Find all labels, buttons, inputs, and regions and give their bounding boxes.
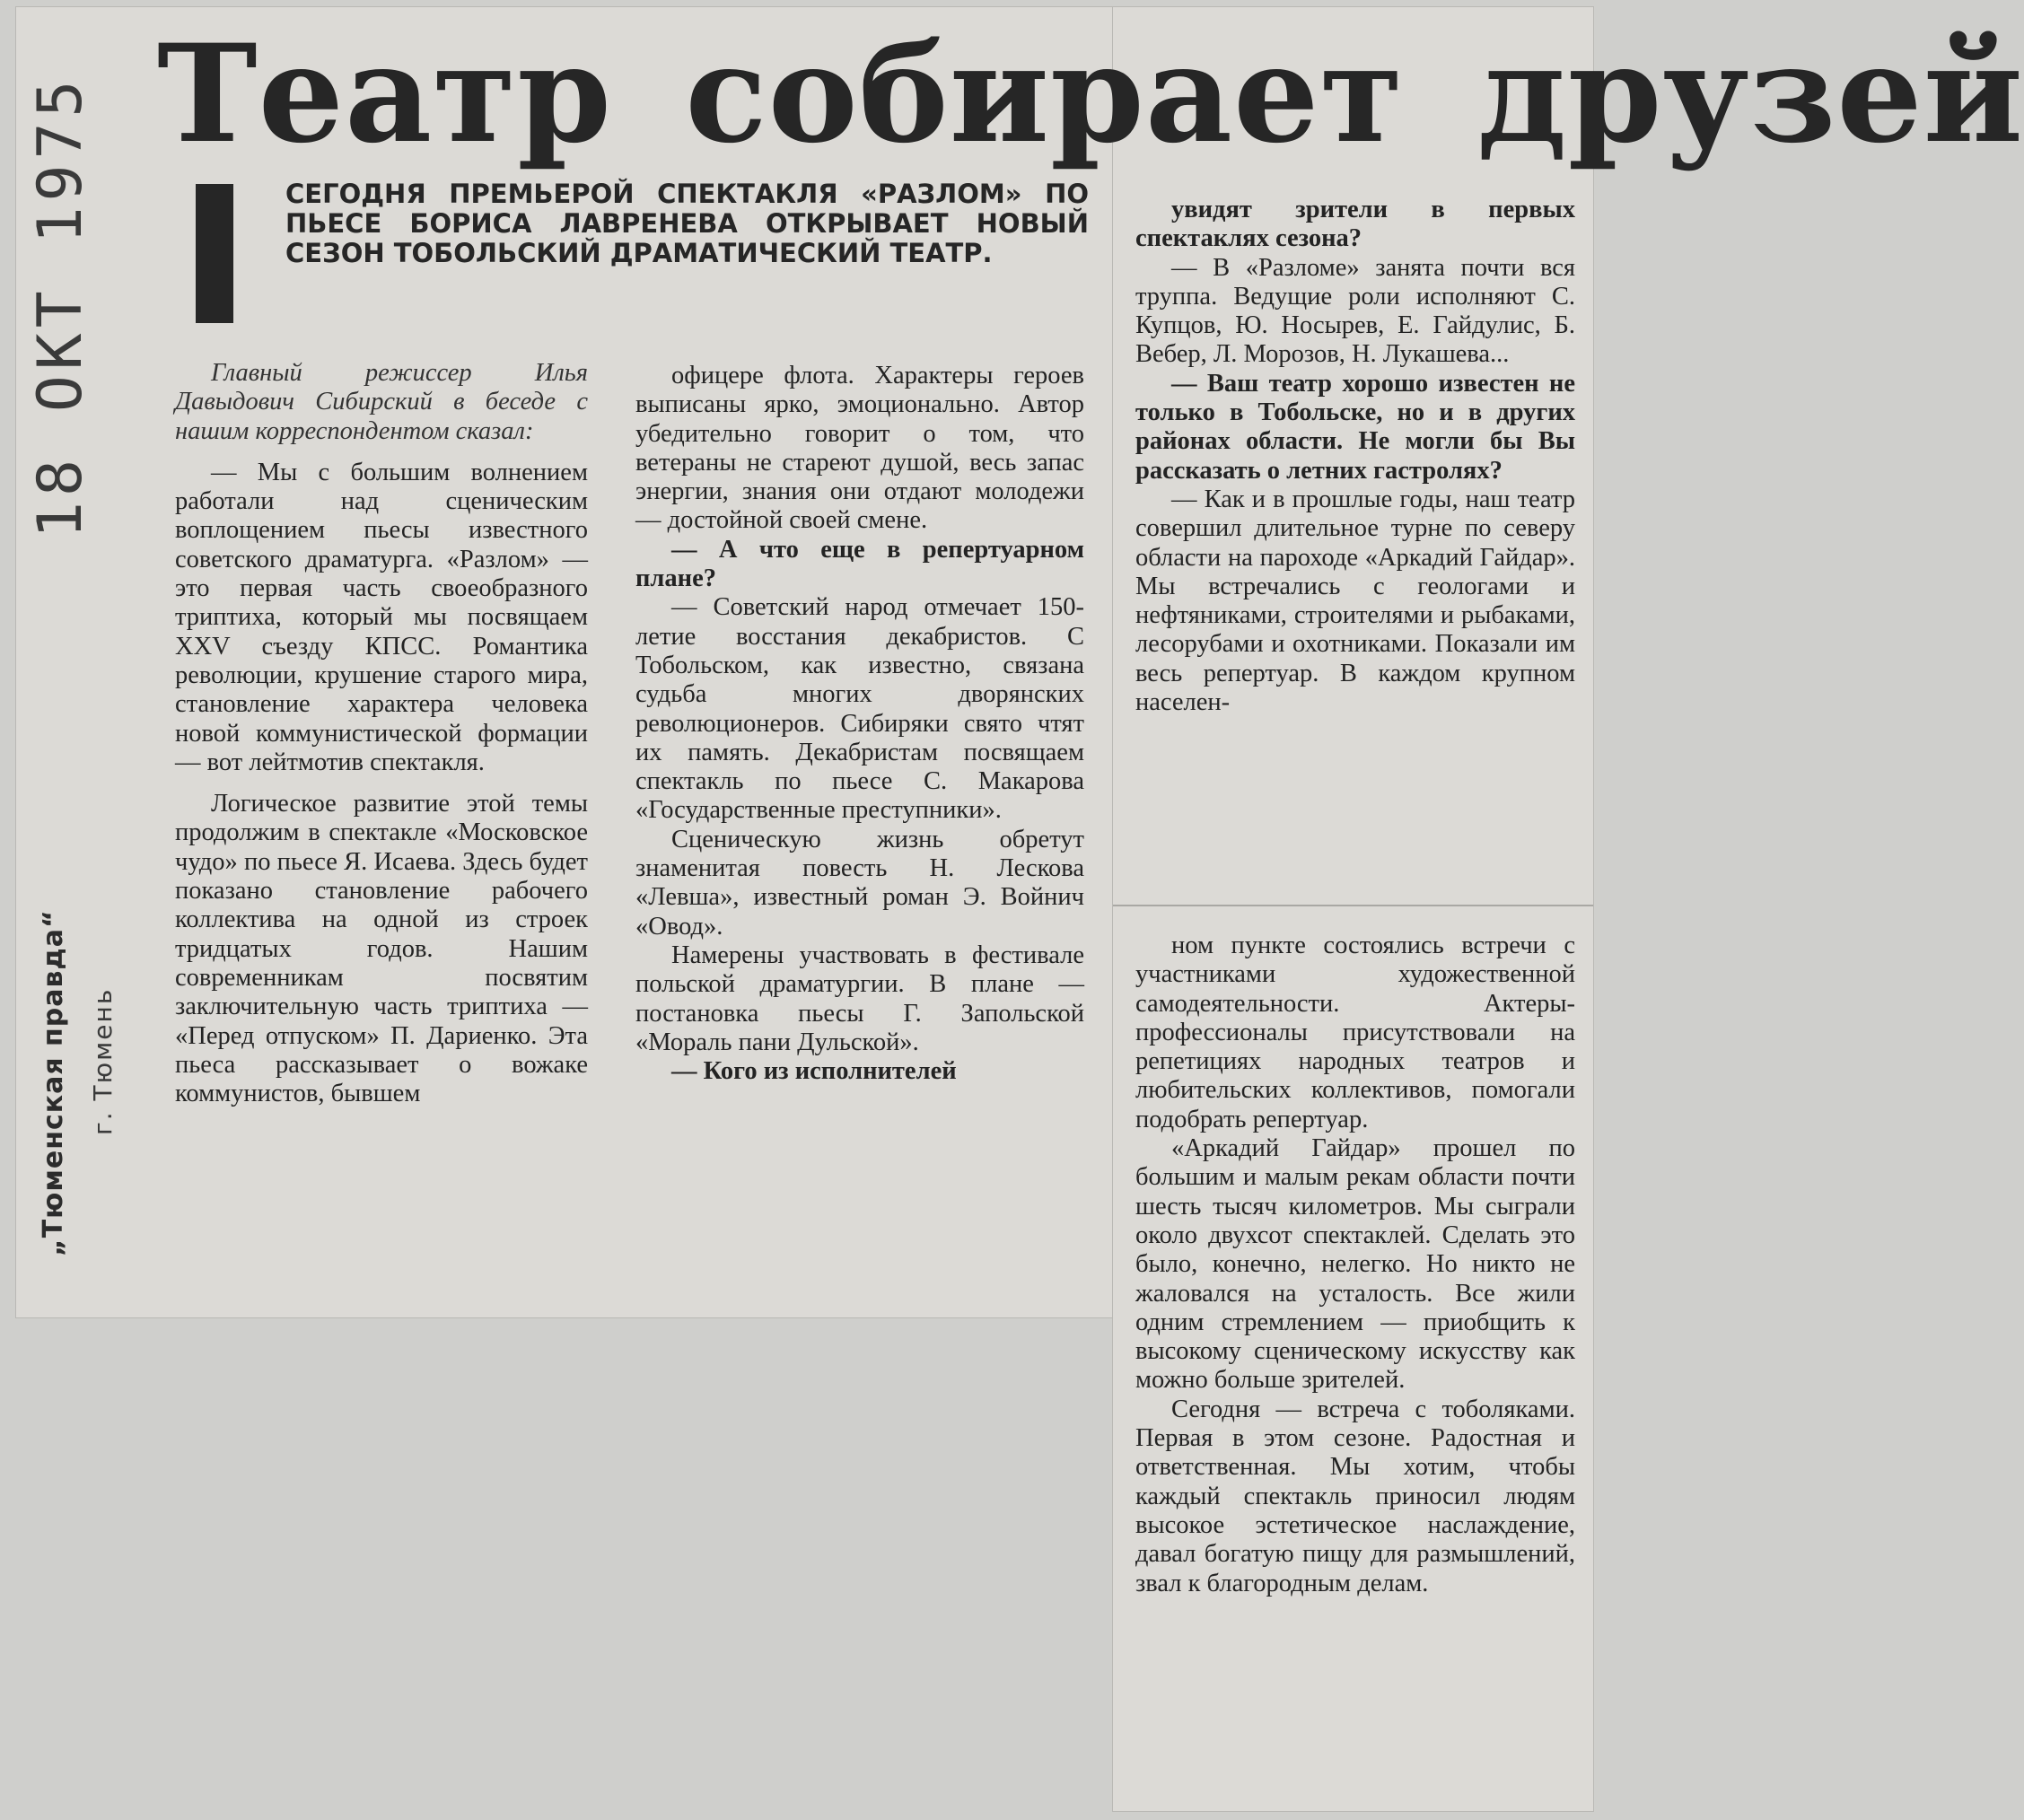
article-paragraph: ном пункте состоялись встречи с участниками художественной самодеятельности. Актеры-профессионалы присутствовали на репетициях народных театров и любительских коллективов, помогали подобрать репертуар. bbox=[1135, 932, 1575, 1133]
column-3-continued bbox=[1135, 932, 1575, 1598]
article-paragraph: «Аркадий Гайдар» прошел по большим и малым рекам области почти шесть тысяч километров. Мы сыграли около двухсот спектаклей. Сделать это было, конечно, нелегко. Но никто не жаловался на усталость. Все жили одним стремлением — приобщить к высокому сценическому искусству как можно больше зрителей. bbox=[1135, 1134, 1575, 1395]
article-paragraph: — Мы с большим волнением работали над сценическим воплощением пьесы известного советского драматурга. «Разлом» — это первая часть своеобразного триптиха, который мы посвящаем XXV съезду КПСС. Романтика революции, крушение старого мира, становление характера человека новой коммунистической формации — вот лейтмотив спектакля. bbox=[175, 458, 588, 776]
interview-question: — Кого из исполнителей bbox=[671, 1057, 957, 1086]
column-2 bbox=[635, 362, 1084, 1086]
clipping-paste-edge bbox=[1113, 905, 1593, 906]
article-paragraph: Логическое развитие этой темы продолжим в спектакле «Московское чудо» по пьесе Я. Исаева. Здесь будет показано становление рабочего коллектива на одной из строек тридцатых годов. Нашим современникам посвятим заключительную часть триптиха — «Перед отпуском» П. Дариенко. Эта пьеса рассказывает о вожаке коммунистов, бывшем bbox=[175, 790, 588, 1108]
article-paragraph: офицере флота. Характеры героев выписаны ярко, эмоционально. Автор убедительно говорит о том, что ветераны не стареют душой, весь запас энергии, знания они отдают молодежи — достойной своей смене. bbox=[635, 362, 1084, 535]
column-3 bbox=[1135, 196, 1575, 717]
interview-question: — А что еще в репертуарном плане? bbox=[635, 535, 1084, 593]
article-paragraph: Сценическую жизнь обретут знаменитая повесть Н. Лескова «Левша», известный роман Э. Войнич «Овод». bbox=[635, 825, 1084, 941]
article-paragraph: — Советский народ отмечает 150-летие восстания декабристов. С Тобольском, как известно, связана судьба многих дворянских революционеров. Сибиряки свято чтят их память. Декабристам посвящаем спектакль по пьесе С. Макарова «Государственные преступники». bbox=[635, 593, 1084, 825]
article-paragraph: — Как и в прошлые годы, наш театр совершил длительное турне по северу области на пароходе «Аркадий Гайдар». Мы встречались с геологами и нефтяниками, строителями и рыбаками, лесорубами и охотниками. Показали им весь репертуар. В каждом крупном населен- bbox=[1135, 485, 1575, 717]
article-paragraph: Намерены участвовать в фестивале польской драматургии. В плане — постановка пьесы Г. Запольской «Мораль пани Дульской». bbox=[635, 941, 1084, 1056]
city-stamp: г. Тюмень bbox=[88, 987, 118, 1135]
column-1 bbox=[175, 359, 588, 1108]
interview-question: увидят зрители в первых спектаклях сезона? bbox=[1135, 196, 1575, 253]
article-paragraph: — В «Разломе» занята почти вся труппа. Ведущие роли исполняют С. Купцов, Ю. Носырев, Е. Гайдулис, Б. Вебер, Л. Морозов, Н. Лукашева... bbox=[1135, 253, 1575, 369]
interview-question: — Ваш театр хорошо известен не только в Тобольске, но и в других районах области. Не могли бы Вы рассказать о летних гастролях? bbox=[1135, 369, 1575, 485]
lead-bar-marker bbox=[196, 184, 233, 323]
article-headline: Театр собирает друзей bbox=[157, 15, 2024, 173]
date-stamp: 18 ОКТ 1975 bbox=[25, 74, 96, 538]
interview-intro: Главный режиссер Илья Давыдович Сибирский в беседе с нашим корреспондентом сказал: bbox=[175, 359, 588, 445]
article-lead: СЕГОДНЯ ПРЕМЬЕРОЙ СПЕКТАКЛЯ «РАЗЛОМ» ПО ПЬЕСЕ БОРИСА ЛАВРЕНЕВА ОТКРЫВАЕТ НОВЫЙ СЕЗОН ТОБОЛЬСКИЙ ДРАМАТИЧЕСКИЙ ТЕАТР. bbox=[285, 179, 1089, 268]
article-paragraph: Сегодня — встреча с тоболяками. Первая в этом сезоне. Радостная и ответственная. Мы хотим, чтобы каждый спектакль приносил людям высокое эстетическое наслаждение, давал богатую пищу для размышлений, звал к благородным делам. bbox=[1135, 1395, 1575, 1597]
newspaper-source-stamp: „Тюменская правда“ bbox=[38, 909, 69, 1256]
